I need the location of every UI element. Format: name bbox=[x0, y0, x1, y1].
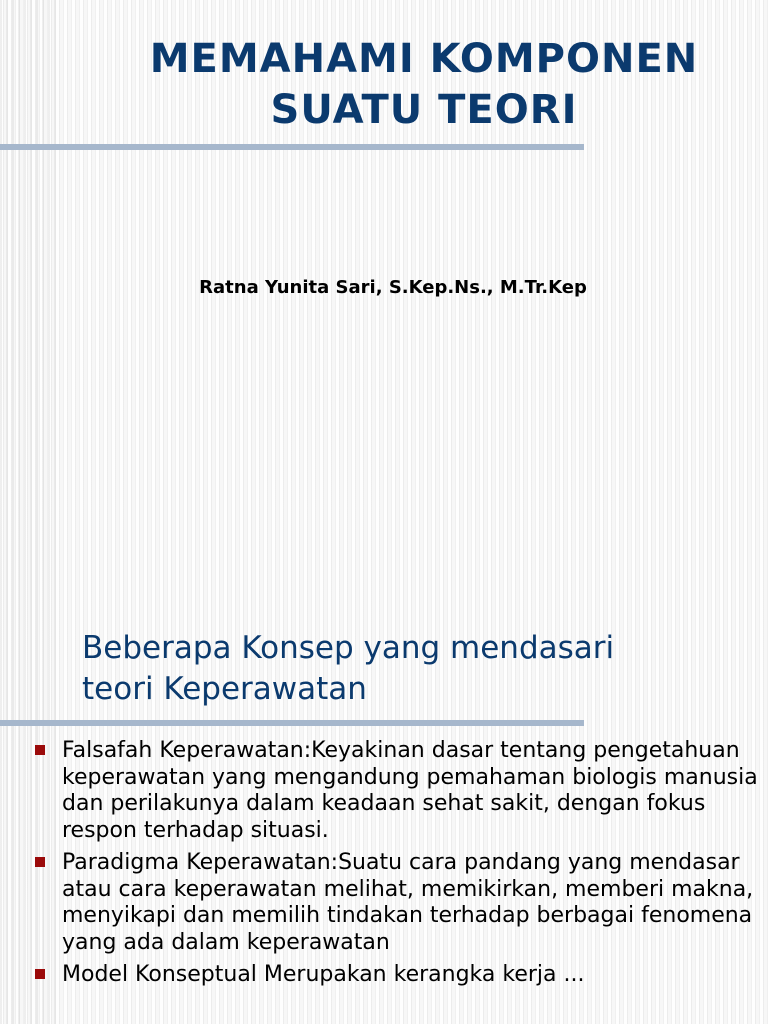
bullet-item bbox=[0, 850, 768, 956]
bullet-item bbox=[0, 738, 768, 844]
slide-1-title-line-2: SUATU TEORI bbox=[270, 87, 578, 133]
bullet-text: Paradigma Keperawatan:Suatu cara pandang yang mendasar atau cara keperawatan melihat, memikirkan, memberi makna, menyikapi dan memilih tindakan terhadap berbagai fenomena yang ada dalam keperawatan bbox=[62, 850, 754, 955]
square-bullet-icon bbox=[35, 745, 45, 755]
bullet-list bbox=[0, 738, 768, 995]
slide-2-title-line-2: teori Keperawatan bbox=[82, 671, 367, 707]
bullet-text: Model Konseptual Merupakan kerangka kerja ... bbox=[62, 962, 585, 987]
slide-1-title bbox=[80, 34, 768, 136]
slide-2 bbox=[0, 576, 768, 1024]
title-underline bbox=[0, 144, 584, 150]
title-underline bbox=[0, 720, 584, 726]
slide-1-title-line-1: MEMAHAMI KOMPONEN bbox=[149, 36, 699, 82]
bullet-text: Falsafah Keperawatan:Keyakinan dasar tentang pengetahuan keperawatan yang mengandung pemahaman biologis manusia dan perilakunya dalam keadaan sehat sakit, dengan fokus respon terhadap situasi. bbox=[62, 738, 758, 843]
square-bullet-icon bbox=[35, 969, 45, 979]
bullet-item bbox=[0, 962, 768, 989]
slide-2-title bbox=[82, 628, 722, 710]
square-bullet-icon bbox=[35, 857, 45, 867]
slide-2-title-line-1: Beberapa Konsep yang mendasari bbox=[82, 630, 615, 666]
author-name: Ratna Yunita Sari, S.Kep.Ns., M.Tr.Kep bbox=[199, 277, 587, 298]
